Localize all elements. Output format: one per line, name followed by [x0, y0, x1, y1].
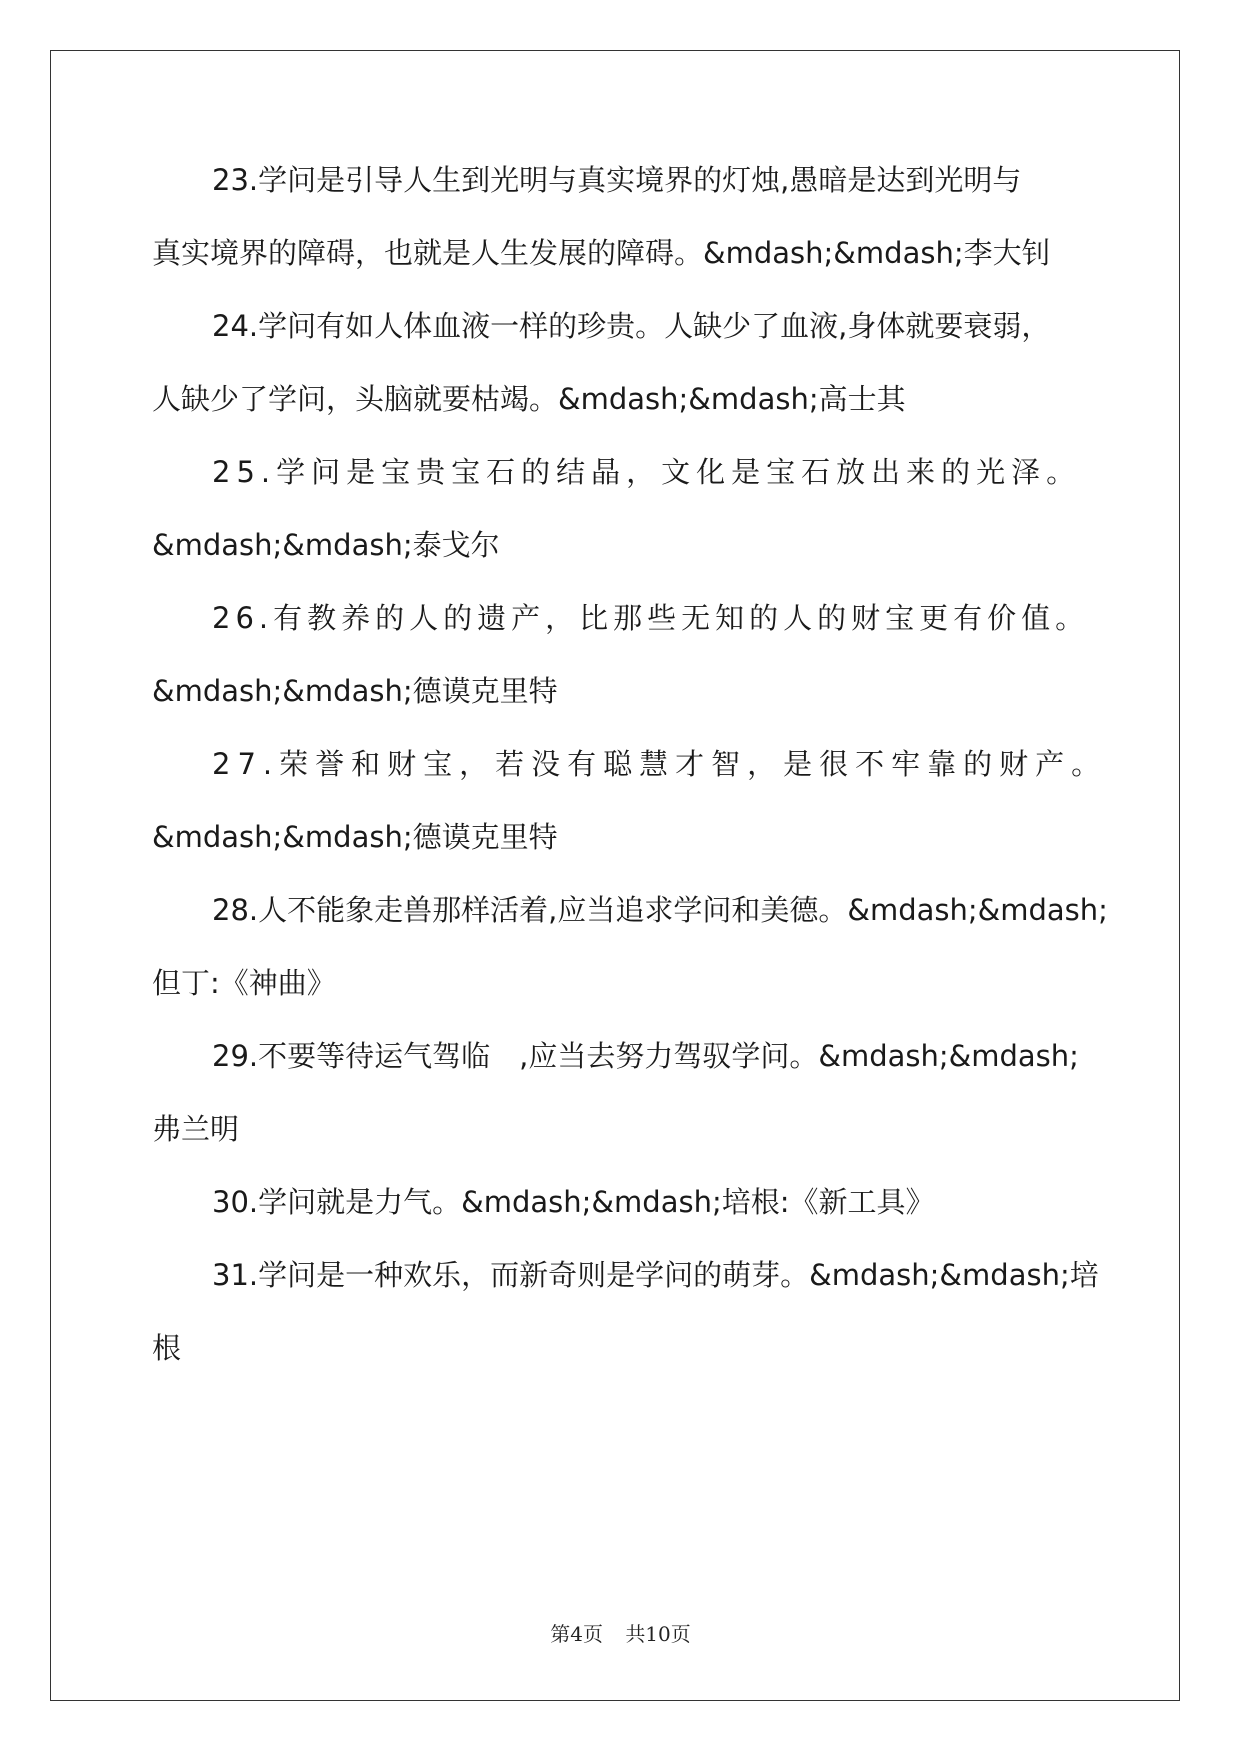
paragraph-29-line-2: 弗兰明	[152, 1112, 240, 1146]
paragraph-27-line-1: 27.荣誉和财宝，若没有聪慧才智，是很不牢靠的财产。	[212, 747, 1108, 781]
paragraph-26-line-2: &mdash;&mdash;德谟克里特	[152, 674, 558, 708]
paragraph-25-line-1: 25.学问是宝贵宝石的结晶，文化是宝石放出来的光泽。	[212, 455, 1082, 489]
paragraph-31-line-1: 31.学问是一种欢乐，而新奇则是学问的萌芽。&mdash;&mdash;培	[212, 1258, 1099, 1292]
paragraph-23-line-2: 真实境界的障碍，也就是人生发展的障碍。&mdash;&mdash;李大钊	[152, 236, 1051, 270]
paragraph-24-line-1: 24.学问有如人体血液一样的珍贵。人缺少了血液,身体就要衰弱，	[212, 309, 1051, 343]
paragraph-28-line-2: 但丁:《神曲》	[152, 966, 336, 1000]
paragraph-28-line-1: 28.人不能象走兽那样活着,应当追求学问和美德。&mdash;&mdash;	[212, 893, 1108, 927]
paragraph-30-line-1: 30.学问就是力气。&mdash;&mdash;培根:《新工具》	[212, 1185, 935, 1219]
page-number: 第4页	[550, 1622, 603, 1646]
paragraph-27-line-2: &mdash;&mdash;德谟克里特	[152, 820, 558, 854]
paragraph-23-line-1: 23.学问是引导人生到光明与真实境界的灯烛,愚暗是达到光明与	[212, 163, 1022, 197]
page-border	[50, 50, 1180, 1701]
paragraph-31-line-2: 根	[152, 1331, 182, 1365]
paragraph-24-line-2: 人缺少了学问，头脑就要枯竭。&mdash;&mdash;高士其	[152, 382, 906, 416]
page-footer	[0, 1618, 1241, 1647]
paragraph-29-line-1: 29.不要等待运气驾临 ,应当去努力驾驭学问。&mdash;&mdash;	[212, 1039, 1079, 1073]
page-total: 共10页	[625, 1622, 691, 1646]
paragraph-26-line-1: 26.有教养的人的遗产，比那些无知的人的财宝更有价值。	[212, 601, 1090, 635]
paragraph-25-line-2: &mdash;&mdash;泰戈尔	[152, 528, 500, 562]
